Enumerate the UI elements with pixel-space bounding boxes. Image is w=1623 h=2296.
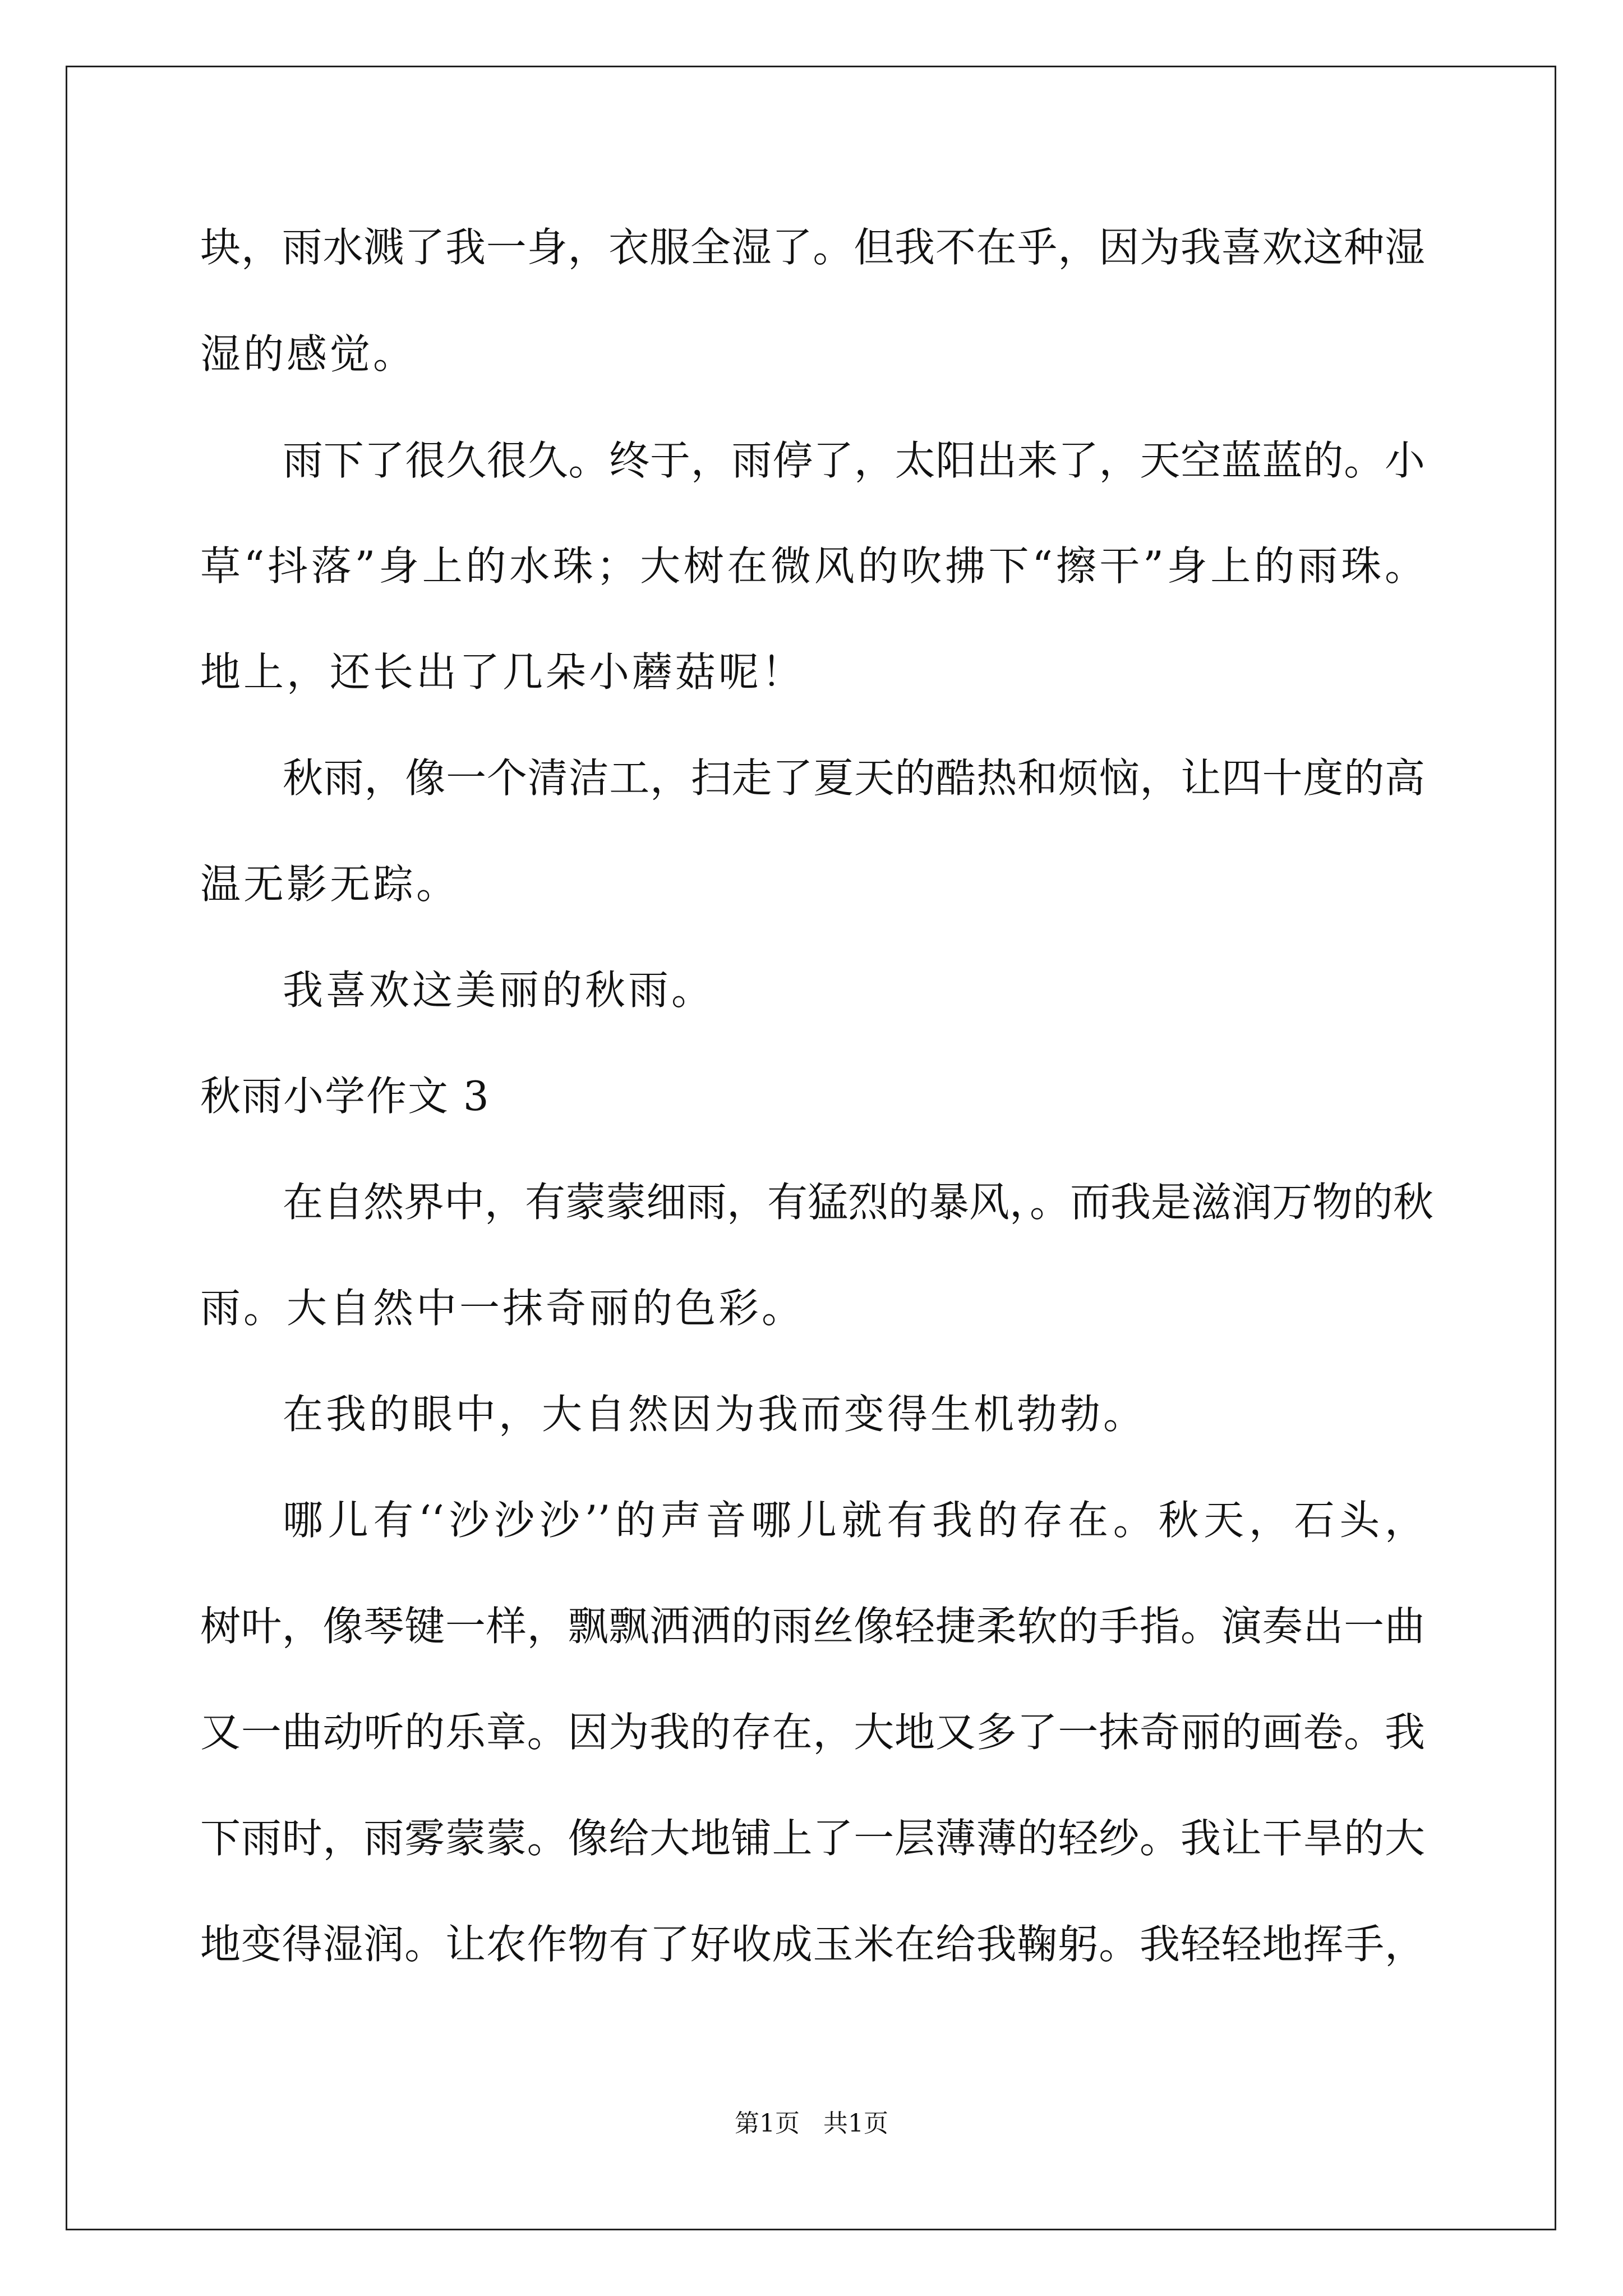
section-heading: 秋雨小学作文 3	[200, 1073, 490, 1120]
paragraph-line: 哪儿有‘‘沙沙沙’’的声音哪儿就有我的存在。秋天，石头，	[283, 1497, 1425, 1544]
paragraph-line: 在自然界中，有蒙蒙细雨，有猛烈的暴风，。而我是滋润万物的秋	[283, 1179, 1434, 1226]
paragraph-line: 又一曲动听的乐章。因为我的存在，大地又多了一抹奇丽的画卷。我	[200, 1709, 1425, 1756]
paragraph-line: 树叶，像琴键一样，飘飘洒洒的雨丝像轻捷柔软的手指。演奏出一曲	[200, 1603, 1425, 1650]
page-footer: 第1页 共1页	[735, 2109, 888, 2138]
paragraph-line: 地变得湿润。让农作物有了好收成玉米在给我鞠躬。我轻轻地挥手，	[200, 1921, 1425, 1968]
page-border	[66, 66, 1556, 2230]
paragraph-line: 雨下了很久很久。终于，雨停了，太阳出来了，天空蓝蓝的。小	[283, 437, 1425, 484]
paragraph-line: 块，雨水溅了我一身，衣服全湿了。但我不在乎，因为我喜欢这种湿	[200, 224, 1425, 271]
paragraph-line: 秋雨，像一个清洁工，扫走了夏天的酷热和烦恼，让四十度的高	[283, 754, 1425, 802]
paragraph-line: 下雨时，雨雾蒙蒙。像给大地铺上了一层薄薄的轻纱。我让干旱的大	[200, 1815, 1425, 1862]
paragraph-line: 在我的眼中，大自然因为我而变得生机勃勃。	[283, 1391, 1147, 1438]
paragraph-line: 我喜欢这美丽的秋雨。	[283, 967, 715, 1014]
paragraph-line: 地上，还长出了几朵小蘑菇呢！	[200, 648, 805, 696]
paragraph-line: 草“抖落”身上的水珠；大树在微风的吹拂下“擦干”身上的雨珠。	[200, 542, 1425, 590]
paragraph-line: 温无影无踪。	[200, 861, 460, 908]
paragraph-line: 湿的感觉。	[200, 330, 417, 378]
paragraph-line: 雨。大自然中一抹奇丽的色彩。	[200, 1285, 805, 1332]
